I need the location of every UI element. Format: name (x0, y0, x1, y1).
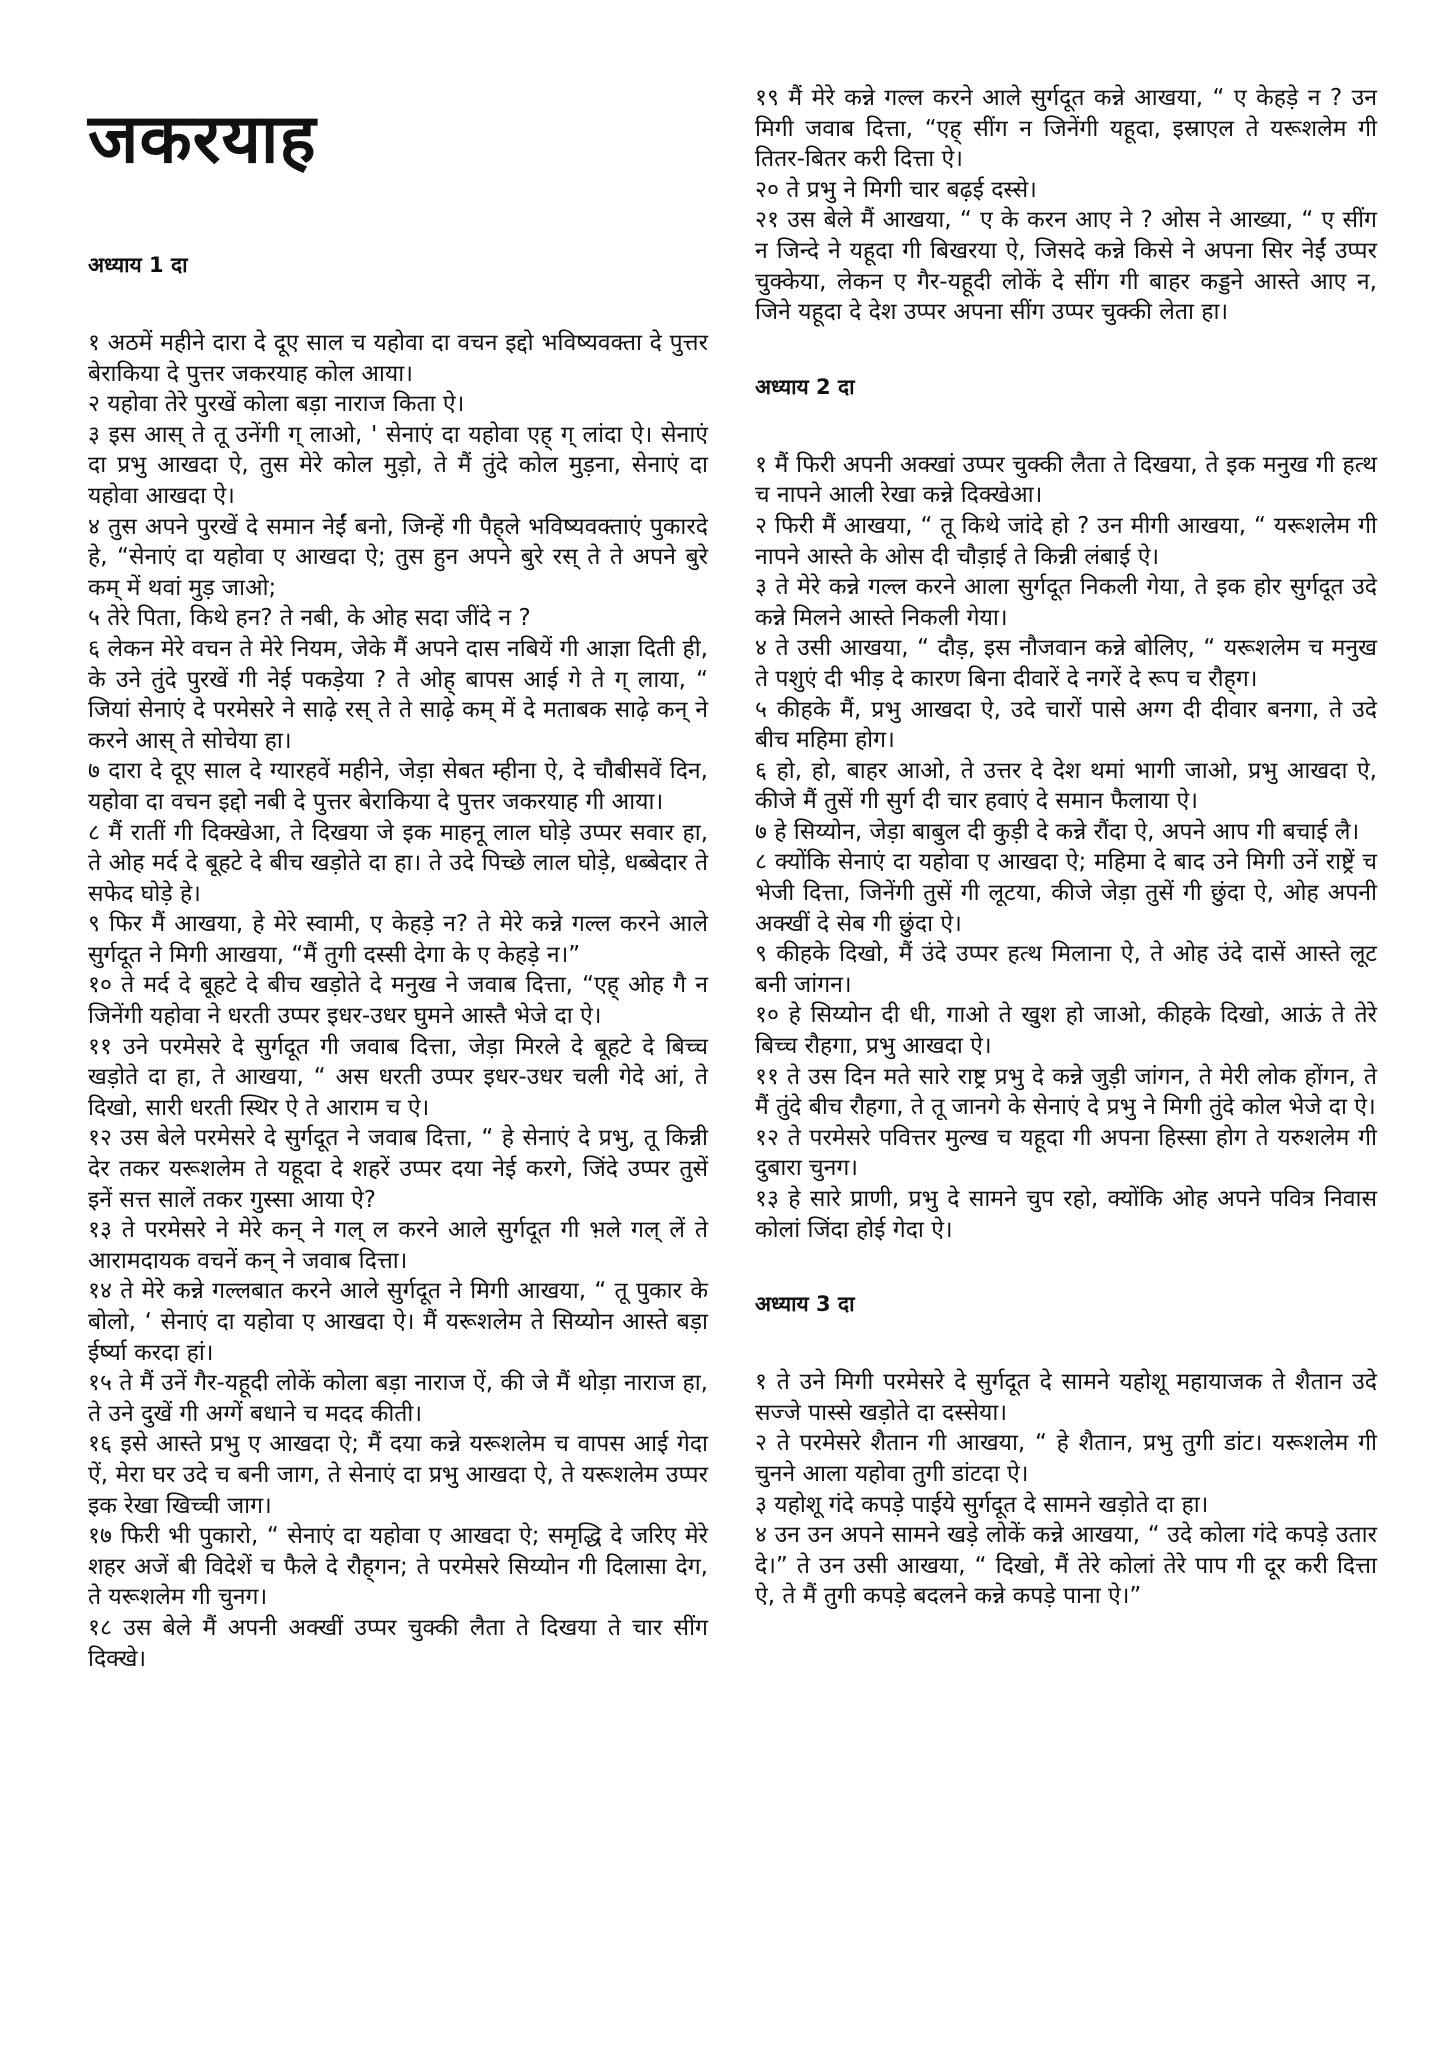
verse-2-12: १२ ते परमेसरे पवित्तर मुल्ख च यहूदा गी अपना हिस्सा होग ते यरुशलेम गी दुबारा चुनग। (755, 1124, 1377, 1182)
verse-1-14: १४ ते मेरे कन्ने गल्लबात करने आले सुर्गदूत ने मिगी आखया, “ तू पुकार के बोलो, ‘ सेनाएं दा यहोवा ए आखदा ऐ। मैं यरूशलेम ते सिय्योन आस्ते बड़ा ईर्ष्या करदा हां। (88, 1278, 708, 1366)
verse-1-7: ७ दारा दे दूए साल दे ग्यारहवें महीने, जेड़ा सेबत म्हीना ऐ, दे चौबीसवें दिन, यहोवा दा वचन इद्दो नबी दे पुत्तर बेराकिया दे पुत्तर जकरयाह गी आया। (88, 758, 708, 815)
verse-2-7: ७ हे सिय्योन, जेड़ा बाबुल दी कुड़ी दे कन्ने रौंदा ऐ, अपने आप गी बचाई लै। (755, 818, 1360, 845)
verse-1-15: १५ ते मैं उनें गैर-यहूदी लोकें कोला बड़ा नाराज ऐं, की जे मैं थोड़ा नाराज हा, ते उने दुखें गी अग्गें बधाने च मदद कीती। (88, 1370, 708, 1427)
verse-1-6: ६ लेकन मेरे वचन ते मेरे नियम, जेके मैं अपने दास नबियें गी आज्ञा दिती ही, के उने तुंदे पुरखें गी नेई पकड़ेया ? ते ओह् बापस आई गे ते ग् लाया, “ जियां सेनाएं दे परमेसरे ने साढ़े रस् ते ते साढ़े कम् में दे मताबक साढ़े कन् ने करने आस् ते सोचेया हा। (88, 635, 708, 754)
verse-1-8: ८ मैं रातीं गी दिक्खेआ, ते दिखया जे इक माहनू लाल घोड़े उप्पर सवार हा, ते ओह मर्द दे बूहटे दे बीच खड़ोते दा हा। ते उदे पिच्छे लाल घोड़े, धब्बेदार ते सफेद घोड़े हे। (88, 819, 708, 907)
verse-1-12: १२ उस बेले परमेसरे दे सुर्गदूत ने जवाब दित्ता, “ हे सेनाएं दे प्रभु, तू किन्नी देर तकर यरूशलेम ते यहूदा दे शहरें उप्पर दया नेई करगे, जिंदे उप्पर तुसें इनें सत्त सालें तकर गुस्सा आया ऐ? (88, 1125, 708, 1213)
verse-2-4: ४ ते उसी आखया, “ दौड़, इस नौजवान कन्ने बोलिए, “ यरूशलेम च मनुख ते पशुएं दी भीड़ दे कारण बिना दीवारें दे नगरें दे रूप च रौह्‌ग। (755, 635, 1377, 692)
verse-1-13: १३ ते परमेसरे ने मेरे कन् ने गल् ल करने आले सुर्गदूत गी भ़ले गल् लें ते आरामदायक वचनें कन् ने जवाब दित्ता। (88, 1217, 708, 1274)
verse-2-8: ८ क्योंकि सेनाएं दा यहोवा ए आखदा ऐ; महिमा दे बाद उने मिगी उनें राष्ट्रें च भेजी दित्ता, जिनेंगी तुसें गी लूटया, कीजे जेड़ा तुसें गी छुंदा ऐ, ओह अपनी अक्खीं दे सेब गी छुंदा ऐ। (755, 849, 1377, 937)
verse-3-3: ३ यहोशू गंदे कपड़े पाईये सुर्गदूत दे सामने खड़ोते दा हा। (755, 1491, 1209, 1518)
verse-1-2: २ यहोवा तेरे पुरखें कोला बड़ा नाराज किता ऐ। (88, 391, 465, 418)
verse-2-1: १ मैं फिरी अपनी अक्खां उप्पर चुक्की लैता ते दिखया, ते इक मनुख गी हत्थ च नापने आली रेखा कन्ने दिक्खेआ। (755, 451, 1377, 509)
verse-1-11: ११ उने परमेसरे दे सुर्गदूत गी जवाब दित्ता, जेड़ा मिरले दे बूहटे दे बिच्च खड़ोते दा हा, ते आखया, “ अस धरती उप्पर इधर-उधर चली गेदे आं, ते दिखो, सारी धरती स्थिर ऐ ते आराम च ऐ। (88, 1033, 708, 1121)
verse-2-6: ६ हो, हो, बाहर आओ, ते उत्तर दे देश थमां भागी जाओ, प्रभु आखदा ऐ, कीजे मैं तुसें गी सुर्ग दी चार हवाएं दे समान फैलाया ऐ। (755, 757, 1377, 815)
verse-1-17: १७ फिरी भी पुकारो, “ सेनाएं दा यहोवा ए आखदा ऐ; समृद्धि दे जरिए मेरे शहर अजें बी विदेशें च फैले दे रौह्‌गन; ते परमेसरे सिय्योन गी दिलासा देग, ते यरूशलेम गी चुनग। (88, 1523, 708, 1611)
left-column (88, 0, 708, 1674)
chapter-2-heading: अध्याय 2 दा (755, 374, 855, 399)
verse-1-19: १९ मैं मेरे कन्ने गल्ल करने आले सुर्गदूत कन्ने आखया, “ ए केहड़े न ? उन मिगी जवाब दित्ता, “एह् सींग न जिनेंगी यहूदा, इस्राएल ते यरूशलेम गी तितर-बितर करी दित्ता ऐ। (755, 85, 1377, 173)
verse-3-1: १ ते उने मिगी परमेसरे दे सुर्गदूत दे सामने यहोशू महायाजक ते शैतान उदे सज्जे पास्से खड़ोते दा दस्सेया। (755, 1369, 1377, 1426)
verse-2-10: १० हे सिय्योन दी धी, गाओ ते खुश हो जाओ, कीहके दिखो, आऊं ते तेरे बिच्च रौहगा, प्रभु आखदा ऐ। (755, 1002, 1377, 1060)
verse-1-5: ५ तेरे पिता, किथे हन? ते नबी, के ओह सदा जींदे न ? (88, 605, 531, 632)
verse-3-2: २ ते परमेसरे शैतान गी आखया, “ हे शैतान, प्रभु तुगी डांट। यरूशलेम गी चुनने आला यहोवा तुगी डांटदा ऐ। (755, 1430, 1377, 1487)
verse-2-2: २ फिरी मैं आखया, “ तू किथे जांदे हो ? उन मीगी आखया, “ यरूशलेम गी नापने आस्ते के ओस दी चौड़ाई ते किन्नी लंबाई ऐ। (755, 512, 1377, 570)
verse-2-11: ११ ते उस दिन मते सारे राष्ट्र प्रभु दे कन्ने जुड़ी जांगन, ते मेरी लोक होंगन, ते मैं तुंदे बीच रौहगा, ते तू जानगे के सेनाएं दे प्रभु ने मिगी तुंदे कोल भेजे दा ऐ। (755, 1063, 1377, 1121)
verse-2-9: ९ कीहके दिखो, मैं उंदे उप्पर हत्थ मिलाना ऐ, ते ओह उंदे दासें आस्ते लूट बनी जांगन। (755, 941, 1377, 998)
verse-1-3: ३ इस आस् ते तू उनेंगी ग् लाओ, ' सेनाएं दा यहोवा एह् ग् लांदा ऐ। सेनाएं दा प्रभु आखदा ऐ, तुस मेरे कोल मुड़ो, ते मैं तुंदे कोल मुड़ना, सेनाएं दा यहोवा आखदा ऐ। (88, 421, 708, 509)
verse-1-10: १० ते मर्द दे बूहटे दे बीच खड़ोते दे मनुख ने जवाब दित्ता, “एह् ओह गै न जिनेंगी यहोवा ने धरती उप्पर इधर-उधर घुमने आस्तै भेजे दा ऐ। (88, 972, 708, 1030)
verse-1-21: २१ उस बेले मैं आखया, “ ए के करन आए ने ? ओस ने आख्या, “ ए सींग न जिन्दे ने यहूदा गी बिखरया ऐ, जिसदे कन्ने किसे ने अपना सिर नेईं उप्पर चुक्केया, लेकन ए गैर-यहूदी लोकें दे सींग गी बाहर कड्डने आस्ते आए न, जिने यहूदा दे देश उप्पर अपना सींग उप्पर चुक्की लेता हा। (755, 207, 1377, 326)
right-column (755, 0, 1377, 1612)
chapter-3-heading: अध्याय 3 दा (755, 1292, 855, 1317)
verse-2-5: ५ कीहके मैं, प्रभु आखदा ऐ, उदे चारों पासे अग्ग दी दीवार बनगा, ते उदे बीच महिमा होग। (755, 696, 1377, 754)
verse-1-16: १६ इसे आस्ते प्रभु ए आखदा ऐ; मैं दया कन्ने यरूशलेम च वापस आई गेदा ऐं, मेरा घर उदे च बनी जाग, ते सेनाएं दा प्रभु आखदा ऐ, ते यरूशलेम उप्पर इक रेखा खिच्ची जाग। (88, 1431, 708, 1519)
verse-1-1: १ अठमें महीने दारा दे दूए साल च यहोवा दा वचन इद्दो भविष्यवक्ता दे पुत्तर बेराकिया दे पुत्तर जकरयाह कोल आया। (88, 330, 708, 387)
verse-2-3: ३ ते मेरे कन्ने गल्ल करने आला सुर्गदूत निकली गेया, ते इक होर सुर्गदूत उदे कन्ने मिलने आस्ते निकली गेया। (755, 574, 1377, 631)
verse-1-4: ४ तुस अपने पुरखें दे समान नेईं बनो, जिन्हें गी पैह्‌ले भविष्यवक्ताएं पुकारदे हे, “सेनाएं दा यहोवा ए आखदा ऐ; तुस हुन अपने बुरे रस् ते ते अपने बुरे कम् में थवां मुड़ जाओ; (88, 513, 708, 601)
verse-2-13: १३ हे सारे प्राणी, प्रभु दे सामने चुप रहो, क्योंकि ओह अपने पवित्र निवास कोलां जिंदा होई गेदा ऐ। (755, 1186, 1377, 1243)
verse-3-4: ४ उन उन अपने सामने खड़े लोकें कन्ने आखया, “ उदे कोला गंदे कपड़े उतार दे।” ते उन उसी आखया, “ दिखो, मैं तेरे कोलां तेरे पाप गी दूर करी दित्ता ऐ, ते मैं तुगी कपड़े बदलने कन्ने कपड़े पाना ऐ।” (755, 1522, 1377, 1610)
book-title: जकरयाह (88, 100, 317, 179)
verse-1-18: १८ उस बेले मैं अपनी अक्खीं उप्पर चुक्की लैता ते दिखया ते चार सींग दिक्खे। (88, 1614, 708, 1672)
chapter-1-heading: अध्याय 1 दा (88, 253, 188, 277)
verse-1-9: ९ फिर मैं आखया, हे मेरे स्वामी, ए केहड़े न? ते मेरे कन्ने गल्ल करने आले सुर्गदूत ने मिगी आखया, “मैं तुगी दस्सी देगा के ए केहड़े न।” (88, 911, 708, 968)
verse-1-20: २० ते प्रभु ने मिगी चार बढ़ई दस्से। (755, 176, 1037, 203)
